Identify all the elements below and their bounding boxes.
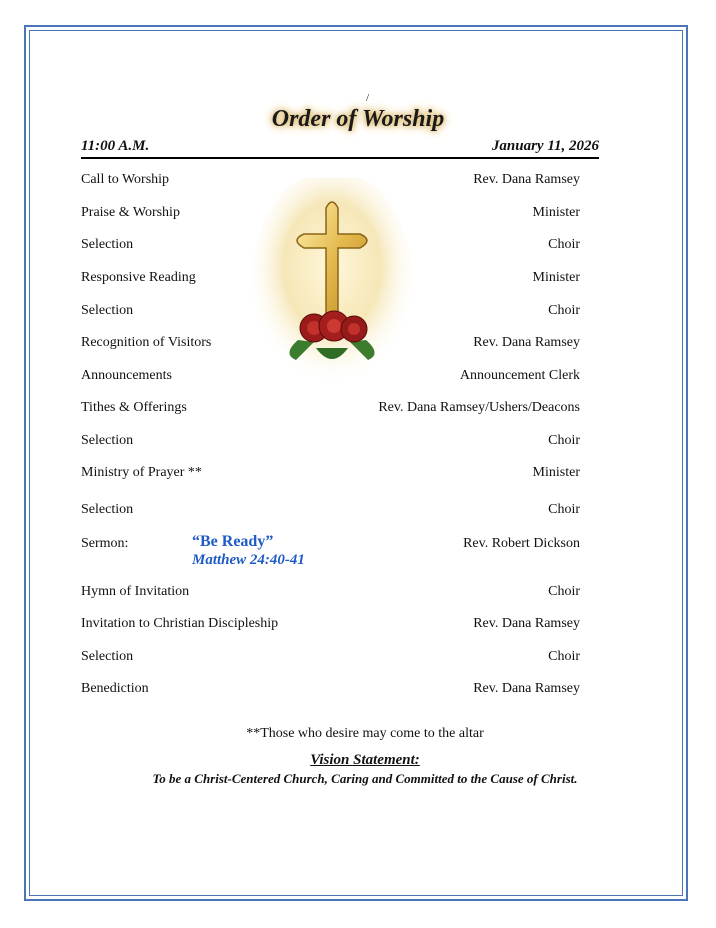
program-leader: Choir [548,649,580,664]
sermon-scripture: Matthew 24:40-41 [192,552,305,568]
program-leader: Rev. Dana Ramsey/Ushers/Deacons [378,400,580,415]
program-item: Ministry of Prayer ** [81,465,202,480]
program-leader: Choir [548,502,580,517]
program-item: Recognition of Visitors [81,335,212,350]
stray-mark: / [366,92,370,104]
service-date: January 11, 2026 [491,138,599,154]
program-leader: Rev. Robert Dickson [463,536,580,551]
program-item: Selection [81,303,134,318]
program-leader: Minister [532,205,580,220]
program-row [81,649,580,667]
program-row [81,502,580,520]
program-item: Call to Worship [81,172,170,187]
program-row [81,237,580,255]
sermon-title: “Be Ready” [192,533,274,550]
program-leader: Rev. Dana Ramsey [473,172,580,187]
program-item: Hymn of Invitation [81,584,190,599]
program-leader: Choir [548,303,580,318]
program-leader: Announcement Clerk [459,368,580,383]
program-row [81,303,580,321]
vision-text: To be a Christ-Centered Church, Caring and Committed to the Cause of Christ. [152,771,578,786]
program-item: Selection [81,502,134,517]
program-item: Announcements [81,368,172,383]
program-row [81,584,580,602]
program-row [81,368,580,386]
service-time: 11:00 A.M. [81,138,150,154]
program-row [81,433,580,451]
program-leader: Rev. Dana Ramsey [473,335,580,350]
program-leader: Rev. Dana Ramsey [473,616,580,631]
program-row [81,681,580,699]
service-header [81,138,599,159]
program-row [81,172,580,190]
program-item: Sermon: [81,536,129,551]
program-leader: Choir [548,433,580,448]
program-row [81,270,580,288]
program-row-sermon [81,536,580,554]
vision-heading: Vision Statement: [310,752,420,768]
program-leader: Choir [548,237,580,252]
program-row [81,465,580,483]
program-item: Invitation to Christian Discipleship [81,616,279,631]
program-leader: Choir [548,584,580,599]
program-leader: Minister [532,270,580,285]
program-row [81,205,580,223]
program-leader: Rev. Dana Ramsey [473,681,580,696]
program-leader: Minister [532,465,580,480]
program-item: Benediction [81,681,149,696]
program-item: Tithes & Offerings [81,400,187,415]
altar-note: **Those who desire may come to the altar [246,726,484,741]
program-item: Selection [81,433,134,448]
program-item: Responsive Reading [81,270,196,285]
program-row [81,335,580,353]
page-title: Order of Worship [271,106,445,132]
program-row [81,400,580,418]
program-item: Selection [81,237,134,252]
program-item: Selection [81,649,134,664]
program-item: Praise & Worship [81,205,180,220]
program-row [81,616,580,634]
